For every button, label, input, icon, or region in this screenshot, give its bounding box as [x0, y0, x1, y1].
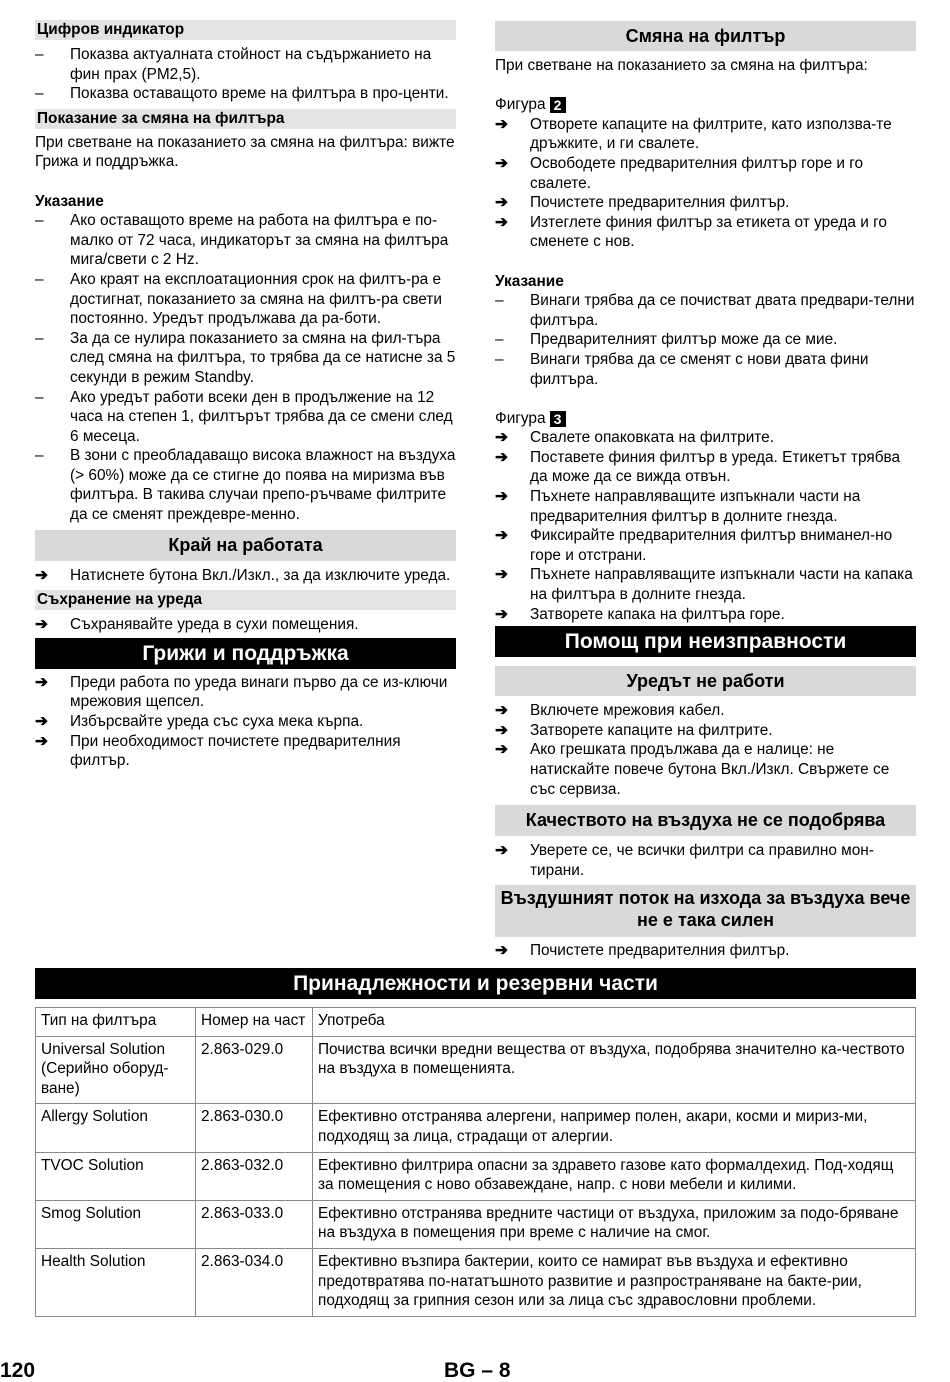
dash-bullet: – — [35, 447, 44, 465]
list-item — [35, 211, 456, 270]
arrow-icon: ➔ — [495, 721, 508, 739]
list-item — [495, 487, 916, 526]
arrow-icon: ➔ — [495, 842, 508, 860]
arrow-icon: ➔ — [495, 702, 508, 720]
list-item — [35, 388, 456, 447]
list-item-text: При необходимост почистете предварителния филтър. — [70, 732, 401, 770]
left-column — [35, 0, 456, 771]
header-cell: Употреба — [313, 1008, 916, 1037]
list-item-text: Отворете капаците на филтрите, като използва-те дръжките, и ги свалете. — [530, 115, 892, 153]
heading-care-maintenance: Грижи и поддръжка — [35, 638, 456, 669]
list-item-text: Затворете капаците на филтрите. — [530, 721, 773, 739]
arrow-icon: ➔ — [35, 566, 48, 584]
list-item-text: Освободете предварителния филтър горе и го свалете. — [530, 154, 864, 192]
list-item-text: Уверете се, че всички филтри са правилно мон-тирани. — [530, 842, 874, 879]
filter-type-cell: Health Solution — [36, 1248, 196, 1316]
list-item — [495, 291, 916, 330]
heading-air-quality: Качеството на въздуха не се подобрява — [495, 805, 916, 836]
list-item-text: Ако грешката продължава да е налице: не натискайте повече бутона Вкл./Изкл. Свържете се със сервиза. — [530, 741, 890, 798]
arrow-icon: ➔ — [495, 194, 508, 212]
care-list — [35, 673, 456, 771]
heading-accessories: Принадлежности и резервни части — [35, 968, 916, 999]
list-item-text: Винаги трябва да се сменят с нови двата фини филтъра. — [530, 350, 869, 388]
header-cell: Номер на част — [196, 1008, 313, 1037]
part-number-cell: 2.863-032.0 — [196, 1152, 313, 1200]
header-cell: Тип на филтъра — [36, 1008, 196, 1037]
list-item-text: Почистете предварителния филтър. — [530, 942, 790, 960]
list-item — [495, 350, 916, 389]
table-row — [36, 1152, 916, 1200]
arrow-icon: ➔ — [35, 713, 48, 731]
list-item — [495, 740, 916, 799]
list-item-text: Свалете опаковката на филтрите. — [530, 429, 775, 447]
list-item — [495, 448, 916, 487]
figure-number-badge: 3 — [550, 411, 566, 427]
figure-3-steps — [495, 428, 916, 624]
list-item-text: Фиксирайте предварителния филтър вниманел-но горе и отстрани. — [530, 527, 893, 564]
list-item-text: За да се нулира показанието за смяна на фил-търа след смяна на филтъра, то трябва да се натисне за 5 секунди в режим Standby. — [70, 329, 456, 386]
note-list — [35, 211, 456, 525]
part-number-cell: 2.863-034.0 — [196, 1248, 313, 1316]
filter-type-cell: TVOC Solution — [36, 1152, 196, 1200]
list-item — [35, 270, 456, 329]
list-item — [35, 446, 456, 524]
heading-filter-change-indicator: Показание за смяна на филтъра — [35, 109, 456, 129]
filter-type-cell: Smog Solution — [36, 1200, 196, 1248]
list-item — [495, 526, 916, 565]
list-item-text: Ако уредът работи всеки ден в продължение на 12 часа на степен 1, филтърът трябва да се смени след 6 месеца. — [70, 388, 453, 445]
list-item-text: Ако краят на експлоатационния срок на филтъ-ра е достигнат, показанието за смяна на филтъ-ра свети постоянно. Уредът продължава да ра-боти. — [70, 270, 442, 328]
list-item — [495, 193, 916, 213]
filter-type-cell: Universal Solution (Серийно оборуд-ване) — [36, 1036, 196, 1104]
table-row — [36, 1200, 916, 1248]
right-column — [495, 0, 916, 961]
table-row — [36, 1248, 916, 1316]
dash-bullet: – — [35, 270, 44, 288]
list-item-text: Съхранявайте уреда в сухи помещения. — [70, 616, 359, 634]
arrow-icon: ➔ — [495, 213, 508, 231]
list-item — [495, 330, 916, 350]
part-number-cell: 2.863-030.0 — [196, 1104, 313, 1152]
arrow-icon: ➔ — [35, 732, 48, 750]
filter-change-text: При светване на показанието за смяна на филтъра: вижте Грижа и поддръжка. — [35, 133, 455, 171]
note-label: Указание — [35, 192, 104, 210]
arrow-icon: ➔ — [495, 115, 508, 133]
dash-bullet: – — [35, 85, 44, 103]
list-item-text: Ако оставащото време на работа на филтъра е по-малко от 72 часа, индикаторът за смяна на филтъра мига/свети с 2 Hz. — [70, 212, 449, 269]
page-number: 120 — [0, 1359, 36, 1382]
list-item — [495, 701, 916, 721]
dash-bullet: – — [495, 292, 504, 310]
list-item-text: Преди работа по уреда винаги първо да се из-ключи мрежовия щепсел. — [70, 673, 448, 711]
dash-bullet: – — [495, 350, 504, 368]
dash-bullet: – — [35, 46, 44, 63]
list-item — [495, 154, 916, 193]
indicator-list — [35, 45, 456, 104]
arrow-icon: ➔ — [495, 488, 508, 506]
list-item — [495, 721, 916, 741]
list-item-text: Избърсвайте уреда със суха мека кърпа. — [70, 713, 364, 731]
dash-bullet: – — [35, 329, 44, 347]
heading-storage: Съхранение на уреда — [35, 590, 456, 610]
list-item — [495, 428, 916, 448]
list-item — [495, 115, 916, 154]
list-item — [495, 565, 916, 604]
page-code: BG – 8 — [444, 1359, 511, 1382]
filter-change-intro: При светване на показанието за смяна на филтъра: — [495, 57, 868, 74]
dash-bullet: – — [35, 388, 44, 406]
list-item — [35, 732, 456, 771]
note-list — [495, 291, 916, 389]
arrow-icon: ➔ — [495, 741, 508, 759]
list-item-text: Включете мрежовия кабел. — [530, 702, 725, 720]
list-item-text: Пъхнете направляващите изпъкнали части на предварителния филтър в долните гнезда. — [530, 488, 861, 525]
table-row — [36, 1036, 916, 1104]
usage-cell: Ефективно отстранява алергени, например полен, акари, косми и мириз-ми, подходящ за лица, страдащи от алергии. — [313, 1104, 916, 1152]
list-item — [495, 213, 916, 252]
list-item — [35, 615, 456, 635]
table-row — [36, 1104, 916, 1152]
list-item — [495, 841, 916, 880]
list-item — [495, 941, 916, 961]
list-item-text: Пъхнете направляващите изпъкнали части на капака на филтъра в долните гнезда. — [530, 566, 913, 604]
part-number-cell: 2.863-029.0 — [196, 1036, 313, 1104]
list-item-text: Предварителният филтър може да се мие. — [530, 331, 838, 349]
list-item-text: Показва актуалната стойност на съдържанието на фин прах (PM2,5). — [70, 46, 432, 83]
usage-cell: Ефективно отстранява вредните частици от въздуха, приложим за подо-бряване на въздуха в помещения при време с наличие на смог. — [313, 1200, 916, 1248]
arrow-icon: ➔ — [495, 942, 508, 960]
list-item-text: Винаги трябва да се почистват двата предвари-телни филтъра. — [530, 292, 915, 329]
list-item — [35, 673, 456, 712]
figure-2-steps — [495, 115, 916, 252]
arrow-icon: ➔ — [495, 429, 508, 447]
list-item — [35, 566, 456, 586]
heading-end-of-work: Край на работата — [35, 530, 456, 561]
figure-label-text: Фигура — [495, 409, 546, 427]
figure-label-text: Фигура — [495, 96, 546, 114]
figure-3-label — [495, 409, 916, 429]
figure-number-badge: 2 — [550, 97, 566, 113]
arrow-icon: ➔ — [495, 605, 508, 623]
list-item-text: Почистете предварителния филтър. — [530, 194, 790, 212]
list-item — [35, 84, 456, 104]
list-item-text: В зони с преобладаващо висока влажност на въздуха (> 60%) може да се стигне до поява на миризма във филтъра. В такива случаи препо-ръчваме филтрите да се сменят преждевре-менно. — [70, 447, 456, 524]
arrow-icon: ➔ — [495, 448, 508, 466]
heading-filter-change: Смяна на филтър — [495, 21, 916, 51]
list-item-text: Показва оставащото време на филтъра в про-центи. — [70, 85, 449, 103]
heading-device-not-working: Уредът не работи — [495, 666, 916, 696]
list-item — [35, 712, 456, 732]
list-item-text: Поставете финия филтър в уреда. Етикетът трябва да може да се вижда отвън. — [530, 448, 901, 486]
list-item-text: Затворете капака на филтъра горе. — [530, 605, 785, 623]
heading-troubleshooting: Помощ при неизправности — [495, 626, 916, 657]
heading-digital-indicator: Цифров индикатор — [35, 20, 456, 40]
heading-air-flow: Въздушният поток на изхода за въздуха вече не е така силен — [495, 885, 916, 937]
figure-2-label — [495, 95, 916, 115]
filter-type-cell: Allergy Solution — [36, 1104, 196, 1152]
arrow-icon: ➔ — [35, 673, 48, 691]
parts-table — [35, 1007, 916, 1317]
arrow-icon: ➔ — [35, 616, 48, 634]
list-item-text: Натиснете бутона Вкл./Изкл., за да изключите уреда. — [70, 566, 451, 584]
dash-bullet: – — [495, 331, 504, 349]
list-item — [35, 329, 456, 388]
arrow-icon: ➔ — [495, 527, 508, 545]
dash-bullet: – — [35, 212, 44, 230]
note-label: Указание — [495, 272, 564, 290]
arrow-icon: ➔ — [495, 154, 508, 172]
arrow-icon: ➔ — [495, 566, 508, 584]
part-number-cell: 2.863-033.0 — [196, 1200, 313, 1248]
table-header-row — [36, 1008, 916, 1037]
list-item — [495, 605, 916, 625]
not-working-list — [495, 701, 916, 799]
usage-cell: Почиства всички вредни вещества от въздуха, подобрява значително ка-чеството на въздуха в помещенията. — [313, 1036, 916, 1104]
list-item-text: Изтеглете финия филтър за етикета от уреда и го сменете с нов. — [530, 213, 887, 251]
usage-cell: Ефективно възпира бактерии, които се намират във въздуха и ефективно предотвратява по-нататъшното развитие и разпространяване на бакте-рии, подходящ за грипния сезон или за лица със здравословни проблеми. — [313, 1248, 916, 1316]
usage-cell: Ефективно филтрира опасни за здравето газове като формалдехид. Под-ходящ за помещения с ново обзавеждане, напр. с нови мебели и килими. — [313, 1152, 916, 1200]
list-item — [35, 45, 456, 84]
